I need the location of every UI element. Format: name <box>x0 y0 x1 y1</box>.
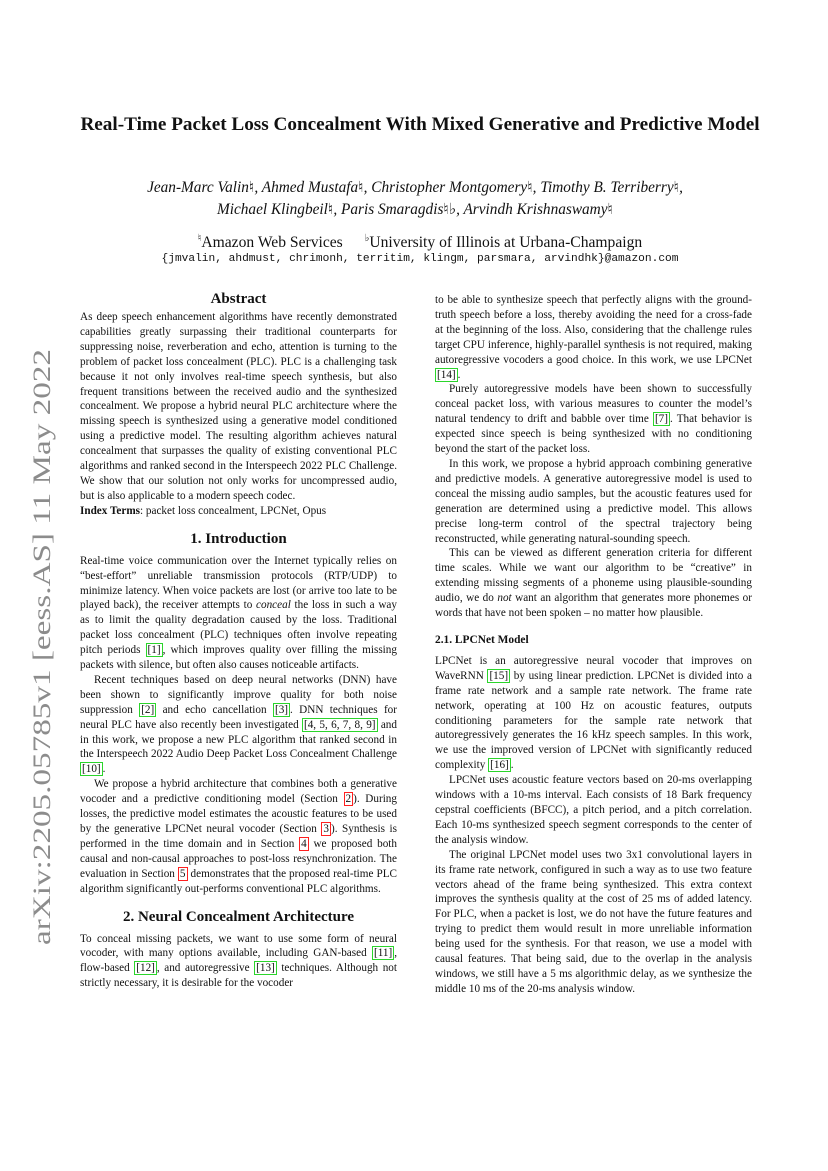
citation-link[interactable]: [13] <box>256 962 275 975</box>
intro-paragraph-2: Recent techniques based on deep neural networks (DNN) have been shown to significantly improve quality for both noise suppression [2] and echo cancellation [3] . DNN techniques for neural PLC have also recently been investigated [4, 5, 6, 7, 8, 9] and in this work, we propose a new PLC algorithm that ranked second in the Interspeech 2022 Audio Deep Packet Loss Concealment Challenge [10] . <box>80 673 397 776</box>
section-2-paragraph-2: Purely autoregressive models have been shown to successfully conceal packet loss, with various measures to counter the model’s natural tendency to drift and babble over time [7] . That behavior is expected since speech is being synthesized with no conditioning beyond the start of the packet loss. <box>435 383 753 456</box>
affiliation-amazon: ♮Amazon Web Services <box>197 233 343 252</box>
citation-link[interactable]: [10] <box>82 763 101 776</box>
section-2-paragraph-1-tail: to be able to synthesize speech that perfectly aligns with the ground-truth speech before a loss, thereby avoiding the need for a cross-fade at the beginning of the loss. Also, considering that the challenge rules target CPU inference, highly-parallel synthesis is not required, making autoregressive vocoders a good choice. In this work, we use LPCNet <box>435 294 752 366</box>
paper-title: Real-Time Packet Loss Concealment With Mixed Generative and Predictive Model <box>80 114 760 135</box>
lpcnet-paragraph-1: LPCNet is an autoregressive neural vocoder that improves on WaveRNN [15] by using linear prediction. LPCNet is divided into a frame rate network and a sample rate network. The frame rate network, operating at 100 Hz on acoustic features, outputs conditioning parameters for the sample rate network that autoregressively generates the 16 kHz speech samples. In this work, we use the improved version of LPCNet with significantly reduced complexity [16] . <box>435 654 752 772</box>
section-2-paragraph-3: In this work, we propose a hybrid approach combining generative and predictive models. A generative autoregressive model is used to conceal the missing audio samples, but the acoustic features used for generation are determined using a predictive model. This allows precise long-term control of the spectral trajectory being reconstructed, while generating natural-sounding speech. <box>435 457 752 545</box>
arxiv-side-identifier <box>14 345 62 945</box>
subsection-2-1-heading: 2.1. LPCNet Model <box>435 633 529 646</box>
author-line-2: Michael Klingbeil♮, Paris Smaragdis♮♭, Arvindh Krishnaswamy♮ <box>217 201 613 218</box>
section-link[interactable]: 5 <box>179 867 186 880</box>
citation-link[interactable]: [12] <box>136 962 155 975</box>
affiliation-mark-2: ♭ <box>364 233 370 244</box>
citation-link[interactable]: [1] <box>147 644 161 657</box>
index-terms: : packet loss concealment, LPCNet, Opus <box>140 504 327 517</box>
citation-link[interactable]: [3] <box>274 703 289 716</box>
section-link[interactable]: 3 <box>323 823 329 835</box>
citation-link[interactable]: [7] <box>654 413 668 426</box>
index-terms-label: Index Terms <box>80 504 140 517</box>
citation-link[interactable]: [16] <box>490 759 509 772</box>
citation-link[interactable]: [15] <box>489 669 509 682</box>
section-1-heading: 1. Introduction <box>190 530 287 547</box>
section-link[interactable]: 2 <box>345 793 352 806</box>
affiliations <box>80 229 760 253</box>
section-2-paragraph-1: To conceal missing packets, we want to use some form of neural vocoder, with many options available, including GAN-based [11] , flow-based [12] , and autoregressive [13] techniques. Although not strictly necessary, it is desirable for the vocoder <box>80 932 397 990</box>
citation-link[interactable]: [2] <box>141 703 155 716</box>
author-list <box>80 177 750 221</box>
section-2-paragraph-4: This can be viewed as different generation criteria for different time scales. While we want our algorithm to be “creative” in extending missing segments of a phoneme using plausible-sounding audio, we do not want an algorithm that generates more phonemes or words that have not been spoken – no matter how plausible. <box>435 547 752 620</box>
author-line-1: Jean-Marc Valin♮, Ahmed Mustafa♮, Christopher Montgomery♮, Timothy B. Terriberry♮, <box>147 179 683 196</box>
citation-link[interactable]: [11] <box>373 947 393 960</box>
arxiv-side-identifier-text: arXiv:2205.05785v1 [eess.AS] 11 May 2022 <box>29 495 56 945</box>
abstract-heading: Abstract <box>210 291 267 307</box>
affiliation-mark-1: ♮ <box>197 233 202 244</box>
section-2-heading: 2. Neural Concealment Architecture <box>122 908 355 925</box>
lpcnet-paragraph-2: LPCNet uses acoustic feature vectors based on 20-ms overlapping windows with a 10-ms interval. Each consists of 18 Bark frequency cepstral coefficients (BFCC), a pitch period, and a pitch correlation. Each 10-ms synthesized speech segment corresponds to the center of the analysis window. <box>435 774 752 846</box>
intro-paragraph-3: We propose a hybrid architecture that combines both a generative vocoder and a predictive conditioning model (Section 2 ). During losses, the predictive model estimates the acoustic features to be used by the generative LPCNet neural vocoder (Section 3 ). Synthesis is performed in the time domain and in Section 4 we proposed both causal and non-causal approaches to post-loss resynchronization. The evaluation in Section 5 demonstrates that the proposed real-time PLC algorithm significantly out-performs conventional PLC algorithms. <box>80 778 397 895</box>
affiliation-uiuc: ♭University of Illinois at Urbana-Champaign <box>364 233 643 252</box>
citation-link[interactable]: [14] <box>437 368 456 381</box>
intro-paragraph-1: Real-time voice communication over the Internet typically relies on “best-effort” unreliable transmission protocols (RTP/UDP) to minimize latency. When voice packets are lost (or arrive too late to be played back), the receiver attempts to conceal the loss in such a way as to limit the quality degradation caused by the loss. Traditional packet loss concealment (PLC) techniques often involve repeating pitch periods [1] , which improves quality over filling the missing packets with silence, but often also causes noticeable artifacts. <box>80 554 397 672</box>
abstract-text: As deep speech enhancement algorithms have recently demonstrated capabilities greatly surpassing their traditional counterparts for suppressing noise, reverberation and echo, attention is turning to the problem of packet loss concealment (PLC). PLC is a challenging task because it not only involves real-time speech synthesis, but also frequent transitions between the received audio and the synthesized concealment. We propose a hybrid neural PLC architecture where the missing speech is synthesized using a generative model conditioned using a predictive model. The resulting algorithm achieves natural concealment that surpasses the quality of existing conventional PLC algorithms and ranked second in the Interspeech 2022 PLC Challenge. We show that our solution not only works for uncompressed audio, but is also applicable to a modern speech codec. Index Terms: packet loss concealment, LPCNet, Opus <box>80 311 397 517</box>
section-2-paragraph-1-continued: to be able to synthesize speech that perfectly aligns with the ground-truth speech before a loss, thereby avoiding the need for a cross-fade at the beginning of the loss. Also, considering that the challenge rules target CPU inference, highly-parallel synthesis is not required, making autoregressive vocoders a good choice. In this work, we use LPCNet [14] . <box>435 294 752 381</box>
citation-link[interactable]: [4, 5, 6, 7, 8, 9] <box>303 718 376 731</box>
right-column <box>435 293 752 997</box>
section-link[interactable]: 4 <box>301 837 307 850</box>
lpcnet-paragraph-3: The original LPCNet model uses two 3x1 convolutional layers in its frame rate network, configured in such a way as to use two feature vectors ahead of the frame being synthesized. This extra context improves the synthesis quality at the cost of 25 ms of added latency. For PLC, when a packet is lost, we do not have the future features and trying to predict them would result in more unreliable information being used for the synthesis. For that reason, we use a model with causal features. That being said, due to the overlap in the analysis windows, we still have a 5 ms algorithmic delay, as we synthesize the middle 10 ms of the 20-ms analysis window. <box>435 848 752 995</box>
left-column <box>80 290 397 991</box>
author-emails: {jmvalin, ahdmust, chrimonh, territim, klingm, parsmara, arvindhk}@amazon.com <box>161 253 679 265</box>
arxiv-side-identifier-svg <box>14 345 62 945</box>
